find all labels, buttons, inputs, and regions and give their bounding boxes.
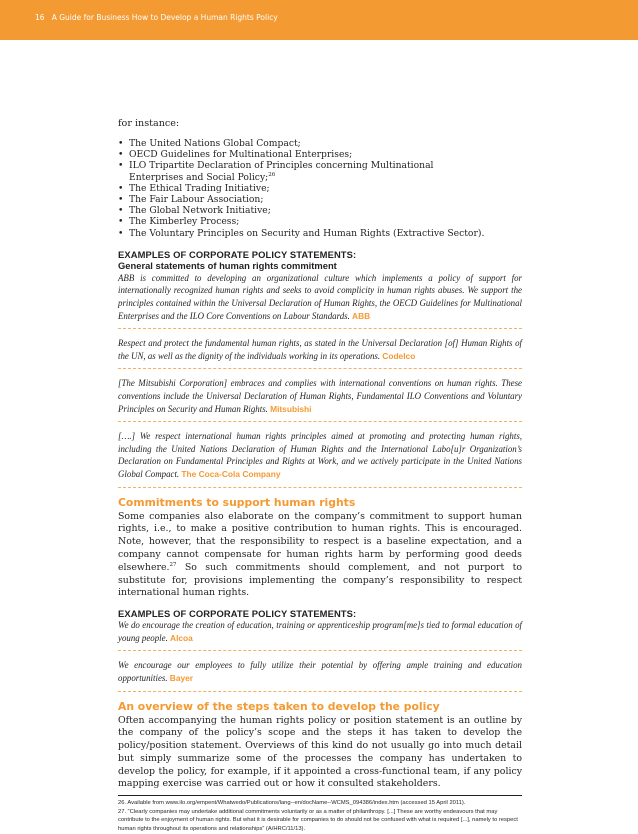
divider [118, 650, 522, 651]
list-item: • ILO Tripartite Declaration of Principles concerning Multinational Enterprises and Social Policy;$^{26}$ [118, 160, 522, 182]
intro-text: for instance: [118, 118, 180, 129]
standards-list [118, 138, 522, 239]
divider [118, 421, 522, 422]
quote-source: Mitsubishi [270, 403, 312, 414]
policy-quote: [….] We respect international human rights principles aimed at promoting and protecting human rights, including the United Nations Declaration of Human Rights and the International Labo[u]r Organization’s Declaration on Fundamental Principles and Rights at Work, and we actively participate in the United Nations Global Compact. The Coca-Cola Company [118, 431, 522, 479]
examples-subheading: General statements of human rights commitment [118, 259, 337, 271]
quote-source: Alcoa [170, 632, 193, 643]
divider [118, 691, 522, 692]
list-item: • The Ethical Trading Initiative; [118, 183, 522, 194]
header-text [35, 13, 278, 22]
page-header [0, 0, 638, 40]
list-item: • OECD Guidelines for Multinational Enterprises; [118, 149, 522, 160]
divider [118, 368, 522, 369]
page-content [118, 118, 522, 834]
list-item: • The Voluntary Principles on Security and Human Rights (Extractive Sector). [118, 228, 522, 239]
quote-source: ABB [352, 310, 371, 321]
section-title: An overview of the steps taken to develop the policy [118, 699, 440, 713]
running-title: A Guide for Business How to Develop a Human Rights Policy [51, 13, 278, 22]
footnote: 27. “Clearly companies may undertake additional commitments voluntarily or as a matter of philanthropy. [...] These are worthy endeavours that may contribute to the enjoyment of human rights. But what it is desirable for companies to do should not be confused with what is required [...], namely to respect human rights throughout its operations and relationships” (A/HRC/11/13). [118, 808, 518, 833]
section-title: Commitments to support human rights [118, 495, 356, 509]
section-body: Some companies also elaborate on the company’s commitment to support human rights, i.e., to make a positive contribution to human rights. This is encouraged. Note, however, that the responsibility to respect is a baseline expectation, and a company cannot compensate for human rights harm by performing good deeds elsewhere.$^{27}$ So such commitments should complement, and not purport to substitute for, provisions implementing the company’s responsibility to respect international human rights. [118, 510, 522, 599]
examples-heading: EXAMPLES OF CORPORATE POLICY STATEMENTS: [118, 608, 357, 620]
footnote-divider [118, 795, 522, 796]
list-item: • The Global Network Initiative; [118, 205, 522, 216]
policy-quote: We encourage our employees to fully utilize their potential by offering ample training and education opportunities. Bayer [118, 660, 522, 683]
footnote: 26. Available from www.ilo.org/empent/Whatwedo/Publications/lang--en/docName--WCMS_094386/index.htm (accessed 15 April 2011). [118, 800, 466, 807]
list-item: • The United Nations Global Compact; [118, 138, 522, 149]
quote-source: Codelco [382, 350, 416, 361]
quote-source: Bayer [169, 672, 194, 683]
list-item: • The Kimberley Process; [118, 216, 522, 227]
policy-quote: ABB is committed to developing an organizational culture which implements a policy of support for internationally recognized human rights and seeks to avoid complicity in human rights abuses. We support the principles contained within the Universal Declaration of Human Rights, the OECD Guidelines for Multinational Enterprises and the ILO Core Conventions on Labour Standards. ABB [118, 272, 522, 321]
policy-quote: Respect and protect the fundamental human rights, as stated in the Universal Declaration [of] Human Rights of the UN, as well as the dignity of the individuals working in its operations. Codelco [118, 338, 522, 361]
footnote-ref: 27 [169, 561, 177, 568]
divider [118, 487, 522, 488]
divider [118, 328, 522, 329]
list-item: • The Fair Labour Association; [118, 194, 522, 205]
examples-heading: EXAMPLES OF CORPORATE POLICY STATEMENTS: [118, 248, 357, 260]
page-number: 16 [35, 13, 45, 22]
list-item-continuation: Enterprises and Social Policy;$^{26}$ [129, 171, 276, 183]
policy-quote: We do encourage the creation of education, training or apprenticeship program[me]s tied to formal education of young people. Alcoa [118, 620, 522, 643]
quote-source: The Coca-Cola Company [181, 468, 281, 479]
footnote-ref: 26 [268, 171, 276, 178]
section-body: Often accompanying the human rights policy or position statement is an outline by the company of the policy’s scope and the steps it has taken to develop the policy/position statement. Overviews of this kind do not usually go into much detail but simply summarize some of the processes the company has undertaken to develop the policy, for example, if it appointed a cross-functional team, if any policy mapping exercise was carried out or how it consulted stakeholders. [118, 714, 522, 790]
policy-quote: [The Mitsubishi Corporation] embraces and complies with international conventions on human rights. These conventions include the Universal Declaration of Human Rights, Fundamental ILO Conventions and Voluntary Principles on Security and Human Rights. Mitsubishi [118, 378, 522, 414]
